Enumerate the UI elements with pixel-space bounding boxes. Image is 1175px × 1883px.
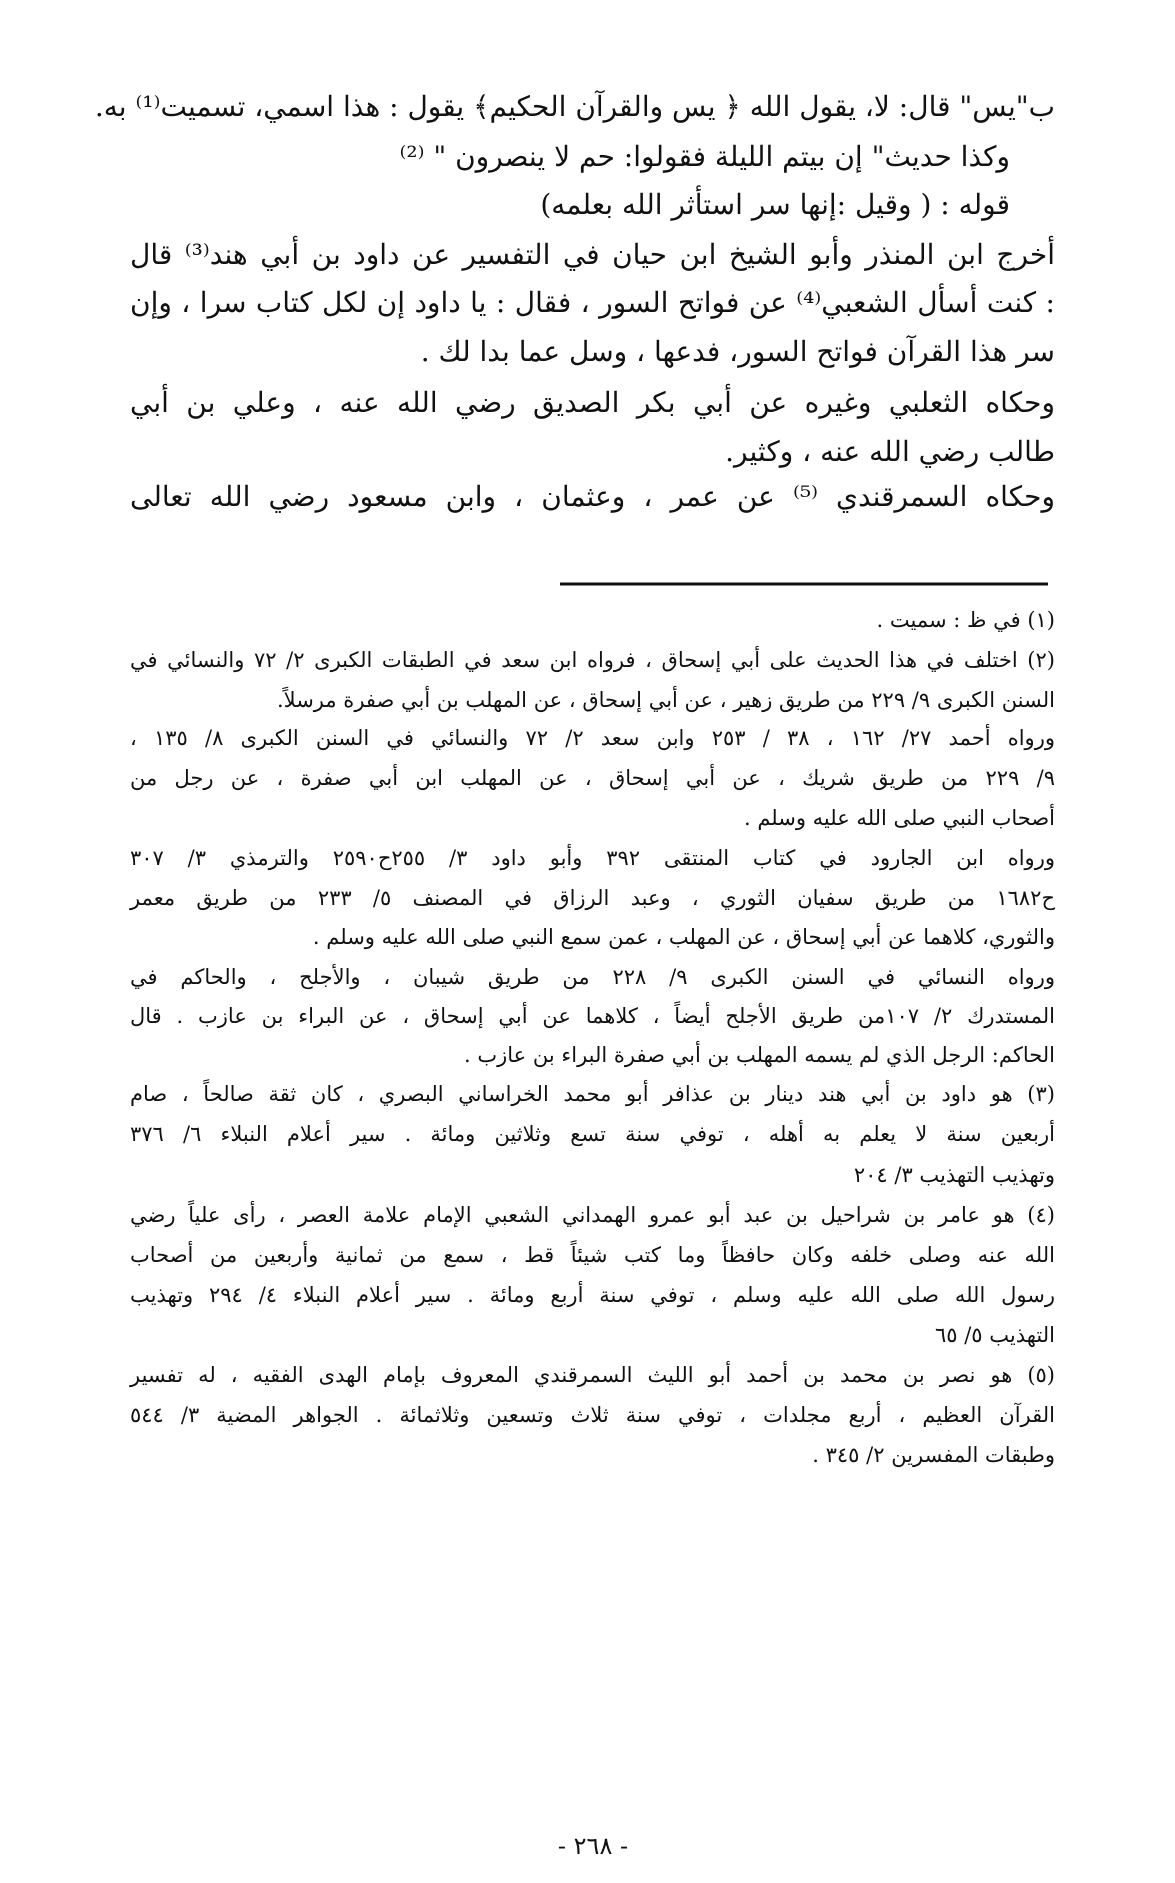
main-text-line: وكذا حديث" إن بيتم الليلة فقولوا: حم لا ينصرون " ⁽²⁾ <box>399 140 1010 173</box>
footnote-line: ورواه النسائي في السنن الكبرى ٩/ ٢٢٨ من طريق شيبان ، والأجلح ، والحاكم في <box>130 965 1055 989</box>
footnote-line: وطبقات المفسرين ٢/ ٣٤٥ . <box>812 1443 1055 1467</box>
main-text-line: وحكاه الثعلبي وغيره عن أبي بكر الصديق رضي الله عنه ، وعلي بن أبي <box>130 386 1055 419</box>
footnote-line: ورواه أحمد ٢٧/ ١٦٢ ، ٣٨ / ٢٥٣ وابن سعد ٢/ ٧٢ والنسائي في السنن الكبرى ٨/ ١٣٥ ، <box>130 726 1055 750</box>
main-text-line: طالب رضي الله عنه ، وكثير. <box>725 435 1055 468</box>
main-text-line: سر هذا القرآن فواتح السور، فدعها ، وسل عما بدا لك . <box>420 335 1055 368</box>
footnote-line: (١) في ظ : سميت . <box>876 608 1055 632</box>
footnote-line: ورواه ابن الجارود في كتاب المنتقى ٣٩٢ وأبو داود ٣/ ٢٥٥ح٢٥٩٠ والترمذي ٣/ ٣٠٧ <box>130 846 1055 870</box>
footnote-line: ح١٦٨٢ من طريق سفيان الثوري ، وعبد الرزاق في المصنف ٥/ ٢٣٣ من طريق معمر <box>130 886 1055 910</box>
footnote-line: والثوري، كلاهما عن أبي إسحاق ، عن المهلب ، عمن سمع النبي صلى الله عليه وسلم . <box>312 925 1055 949</box>
footnote-line: القرآن العظيم ، أربع مجلدات ، توفي سنة ثلاث وتسعين وثلاثمائة . الجواهر المضية ٣/ ٥٤٤ <box>130 1403 1055 1427</box>
page-number: - ٢٦٨ - <box>557 1832 629 1860</box>
footnote-line: (٣) هو داود بن أبي هند دينار بن عذافر أبو محمد الخراساني البصري ، كان ثقة صالحاً ، صام <box>130 1082 1055 1106</box>
main-text-line: أخرج ابن المنذر وأبو الشيخ ابن حيان في التفسير عن داود بن أبي هند⁽³⁾ قال <box>130 238 1055 271</box>
footnote-line: وتهذيب التهذيب ٣/ ٢٠٤ <box>853 1163 1055 1187</box>
footnote-line: رسول الله صلى الله عليه وسلم ، توفي سنة أربع ومائة . سير أعلام النبلاء ٤/ ٢٩٤ وتهذيب <box>130 1283 1055 1307</box>
footnote-line: السنن الكبرى ٩/ ٢٢٩ من طريق زهير ، عن أبي إسحاق ، عن المهلب بن أبي صفرة مرسلاً. <box>277 688 1055 712</box>
footnote-line: (٥) هو نصر بن محمد بن أحمد أبو الليث السمرقندي المعروف بإمام الهدى الفقيه ، له تفسير <box>130 1363 1055 1387</box>
footnote-line: (٢) اختلف في هذا الحديث على أبي إسحاق ، فرواه ابن سعد في الطبقات الكبرى ٢/ ٧٢ والنسائي في <box>130 648 1055 672</box>
main-text-line: : كنت أسأل الشعبي⁽⁴⁾ عن فواتح السور ، فقال : يا داود إن لكل كتاب سرا ، وإن <box>130 286 1055 319</box>
footnote-line: ٩/ ٢٢٩ من طريق شريك ، عن أبي إسحاق ، عن المهلب ابن أبي صفرة ، عن رجل من <box>130 766 1055 790</box>
main-text-line: قوله : ( وقيل :إنها سر استأثر الله بعلمه) <box>540 188 1010 221</box>
footnote-line: (٤) هو عامر بن شراحيل بن عبد أبو عمرو الهمداني الشعبي الإمام علامة العصر ، رأى علياً رضي <box>130 1203 1055 1227</box>
footnote-line: أصحاب النبي صلى الله عليه وسلم . <box>743 806 1055 830</box>
footnote-line: أربعين سنة لا يعلم به أهله ، توفي سنة تسع وثلاثين ومائة . سير أعلام النبلاء ٦/ ٣٧٦ <box>130 1122 1055 1146</box>
footnote-line: التهذيب ٥/ ٦٥ <box>934 1323 1055 1347</box>
footnote-line: الحاكم: الرجل الذي لم يسمه المهلب بن أبي صفرة البراء بن عازب . <box>464 1043 1055 1067</box>
footnote-line: الله عنه وصلى خلفه وكان حافظاً وما كتب شيئاً قط ، سمع من ثمانية وأربعين من أصحاب <box>130 1243 1055 1267</box>
footnote-line: المستدرك ٢/ ١٠٧من طريق الأجلح أيضاً ، كلاهما عن أبي إسحاق ، عن البراء بن عازب . قال <box>130 1004 1055 1028</box>
main-text-line: وحكاه السمرقندي ⁽⁵⁾ عن عمر ، وعثمان ، وابن مسعود رضي الله تعالى <box>130 480 1055 513</box>
main-text-line: ب"يس" قال: لا، يقول الله ﴿ يس والقرآن الحكيم﴾ يقول : هذا اسمي، تسميت⁽¹⁾ به. <box>94 90 1055 123</box>
